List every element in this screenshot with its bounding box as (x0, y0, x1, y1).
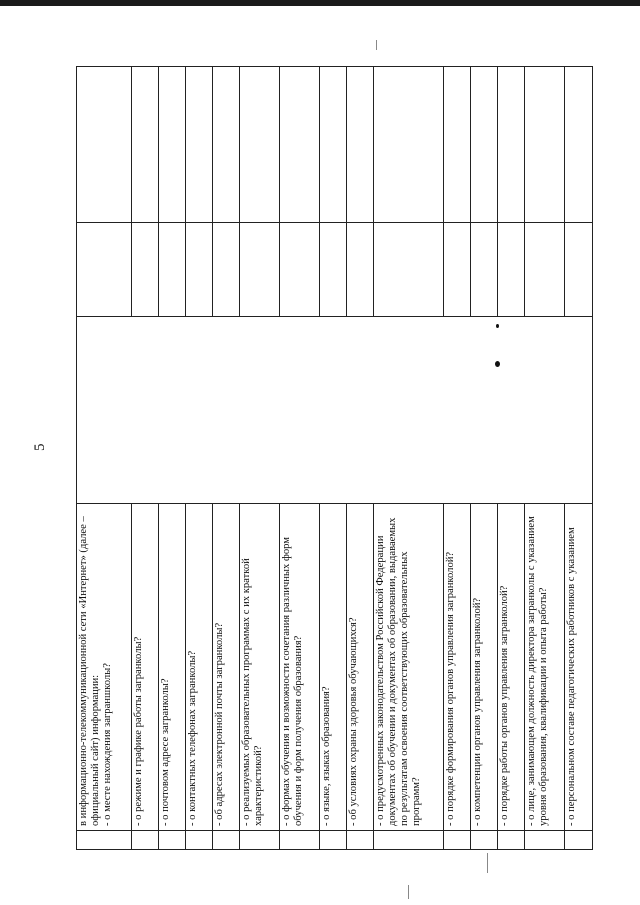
checklist-table (76, 66, 593, 850)
question-cell: - об адресах электронной почты загранколы? (213, 504, 240, 831)
question-cell: - о языке, языках образования? (320, 504, 347, 831)
question-cell: - о режиме и графике работы загранколы? (132, 504, 159, 831)
note-cell (347, 67, 374, 223)
note-cell (320, 67, 347, 223)
question-cell: - о формах обучения и возможности сочетания различных форм обучения и форм получения образования? (280, 504, 320, 831)
mark-cell (186, 223, 213, 317)
note-cell (159, 67, 186, 223)
question-cell: - о реализуемых образовательных программах с их краткой характеристикой? (240, 504, 280, 831)
mark-cell (213, 223, 240, 317)
scan-mark (487, 853, 488, 873)
answer-cell (77, 317, 593, 504)
mark-cell (444, 223, 471, 317)
question-cell: - о порядке формирования органов управления загранколой? (444, 504, 471, 831)
note-cell (186, 67, 213, 223)
question-cell: - о лице, занимающем должность директора загранколы с указанием уровня образования, квалификации и опыта работы? (525, 504, 565, 831)
scan-mark (376, 40, 377, 50)
mark-cell (565, 223, 593, 317)
question-cell: - об условиях охраны здоровья обучающихся? (347, 504, 374, 831)
note-cell (240, 67, 280, 223)
note-cell (444, 67, 471, 223)
note-cell (525, 67, 565, 223)
mark-cell (77, 223, 132, 317)
note-cell (565, 67, 593, 223)
mark-cell (347, 223, 374, 317)
question-cell: - о порядке работы органов управления загранколой? (498, 504, 525, 831)
note-cell (498, 67, 525, 223)
mark-cell (159, 223, 186, 317)
scan-mark (408, 885, 409, 899)
note-cell (471, 67, 498, 223)
question-cell: - о компетенции органов управления загранколой? (471, 504, 498, 831)
rotated-table-container (76, 67, 592, 850)
question-cell: - о почтовом адресе загранколы? (159, 504, 186, 831)
mark-cell (498, 223, 525, 317)
note-cell (374, 67, 444, 223)
question-cell: - о предусмотренных законодательством Российской Федерации документах об обучении и документах об образовании, выдаваемых по результатам освоения соответствующих образовательных программ? (374, 504, 444, 831)
mark-cell (280, 223, 320, 317)
mark-cell (132, 223, 159, 317)
note-cell (132, 67, 159, 223)
scan-top-border (0, 0, 640, 6)
page-number: 5 (32, 443, 48, 451)
mark-cell (320, 223, 347, 317)
question-cell: - о персональном составе педагогических работников с указанием (565, 504, 593, 831)
mark-cell (374, 223, 444, 317)
note-cell (213, 67, 240, 223)
note-cell (77, 67, 132, 223)
mark-cell (240, 223, 280, 317)
mark-cell (471, 223, 498, 317)
question-cell: в информационно-телекоммуникационной сети «Интернет» (далее – официальный сайт) информации: - о месте нахождения заграншколы? (77, 504, 132, 831)
mark-cell (525, 223, 565, 317)
table-row (77, 67, 132, 850)
note-cell (280, 67, 320, 223)
question-cell: - о контактных телефонах загранколы? (186, 504, 213, 831)
